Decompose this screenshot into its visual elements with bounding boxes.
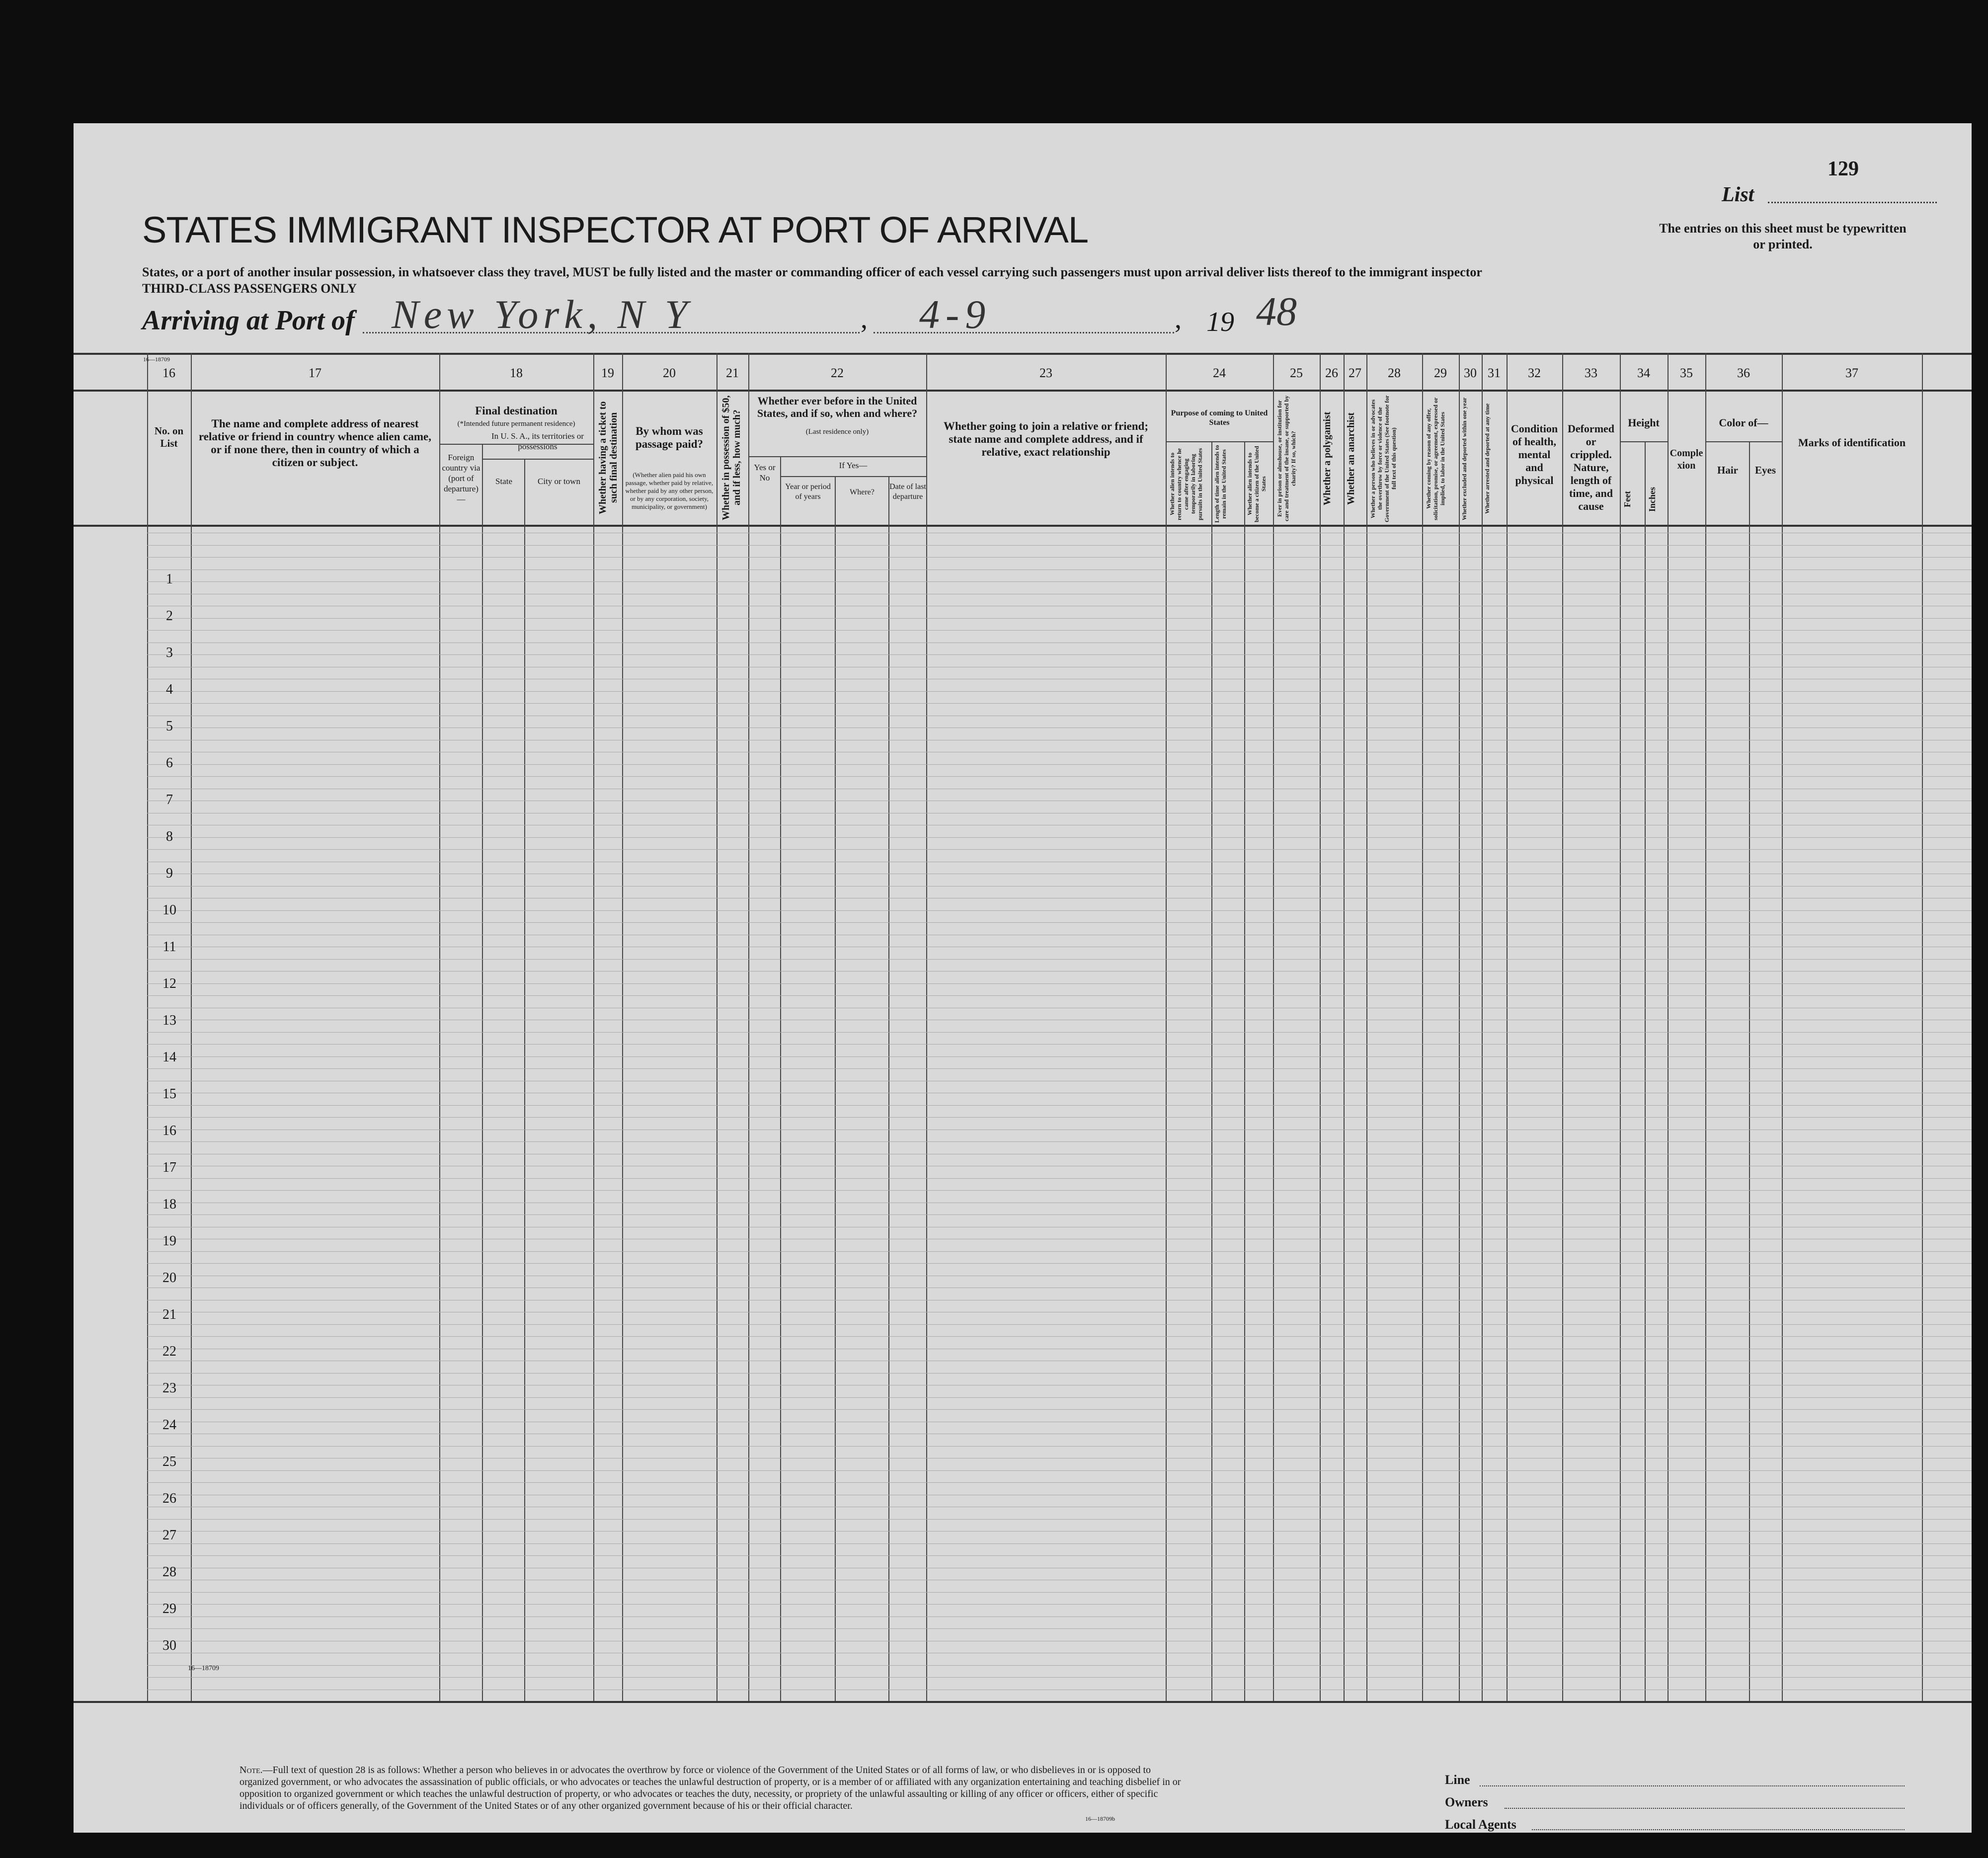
ruled-line	[147, 1543, 1972, 1544]
col-num-30: 30	[1464, 366, 1477, 380]
footnote-question-28	[239, 1764, 1184, 1812]
ruled-line	[147, 1397, 1972, 1398]
page-number: 129	[1828, 158, 1859, 180]
col-header-possession-50: Whether in possession of $50, and if less, how much?	[720, 395, 742, 520]
subtitle-class: THIRD-CLASS PASSENGERS ONLY	[142, 281, 357, 296]
local-agents-label: Local Agents	[1445, 1817, 1516, 1832]
col-header-marks: Marks of identification	[1798, 436, 1906, 449]
list-number-field[interactable]	[1768, 202, 1937, 203]
ruled-line	[147, 886, 1972, 887]
ruled-line	[147, 654, 1972, 655]
col-header-arrested: Whether arrested and deported at any time	[1484, 403, 1491, 514]
col-num-35: 35	[1680, 366, 1693, 380]
ruled-line	[147, 691, 1972, 692]
row-number: 29	[162, 1601, 176, 1616]
port-handwritten: New York, N Y	[392, 292, 693, 337]
header-bottom-rule	[74, 525, 1972, 527]
row-number: 8	[166, 829, 173, 844]
table-top-rule	[74, 353, 1972, 355]
ruled-line	[147, 1190, 1972, 1191]
col-header-final-destination: Final destination	[475, 404, 557, 417]
ruled-line	[147, 1482, 1972, 1483]
col-num-32: 32	[1528, 366, 1541, 380]
form-code: 16—18709	[188, 1665, 219, 1672]
ruled-line	[147, 1324, 1972, 1325]
col-header-polygamist: Whether a polygamist	[1322, 411, 1333, 506]
ruled-line	[147, 1677, 1972, 1678]
footer-top-rule	[74, 1701, 1972, 1703]
row-number: 6	[166, 755, 173, 771]
row-number: 24	[162, 1417, 176, 1433]
ruled-line	[147, 1117, 1972, 1118]
subtitle-instructions: States, or a port of another insular possession, in whatsoever class they travel, MUST be fully listed and the master or commanding officer of each vessel carrying such passengers must upon arrival deliver lists thereof to the immigrant inspector	[142, 265, 1482, 279]
col-num-21: 21	[726, 366, 739, 380]
local-agents-field[interactable]	[1532, 1829, 1905, 1830]
col-num-24: 24	[1213, 366, 1226, 380]
footnote-text: —Full text of question 28 is as follows: Whether a person who believes in or advocates the overthrow by force or violence of the Government of the United States or of all forms of law, or who disbelieves in or is opposed to organized government, or who advocates the assassination of public officials, or who advocates or teaches the unlawful destruction of property, or is a member of or affiliated with any organization entertaining and teaching disbelief in or opposition to organized government or which teaches the unlawful destruction of property, or who advocates or teaches the duty, necessity, or propriety of the unlawful assaulting or killing of any officer or officers, either of specific individuals or of officers generally, of the Government of the United States or of any other organized government because of his or their official character.	[239, 1765, 1181, 1811]
row-number: 14	[162, 1050, 176, 1065]
ruled-line	[147, 922, 1972, 923]
col-header-if-yes: If Yes—	[839, 461, 868, 470]
col-num-18: 18	[510, 366, 523, 380]
row-number: 23	[162, 1380, 176, 1396]
col-num-26: 26	[1325, 366, 1338, 380]
ruled-line	[147, 1214, 1972, 1215]
ruled-line	[147, 1470, 1972, 1471]
col-num-25: 25	[1290, 366, 1303, 380]
ruled-line	[147, 764, 1972, 765]
form-code: 16—18709	[143, 356, 170, 363]
year-prefix: 19	[1206, 307, 1234, 337]
col-header-inches: Inches	[1647, 487, 1657, 512]
ruled-line	[147, 557, 1972, 558]
col-num-37: 37	[1845, 366, 1858, 380]
row-number: 15	[162, 1086, 176, 1102]
col-subheader-last-residence: (Last residence only)	[805, 428, 869, 436]
entries-note: The entries on this sheet must be typewritten or printed.	[1659, 221, 1907, 251]
page-title: STATES IMMIGRANT INSPECTOR AT PORT OF ARRIVAL	[142, 209, 1089, 250]
list-label: List	[1722, 183, 1754, 206]
col-num-28: 28	[1388, 366, 1401, 380]
ruled-line	[147, 1409, 1972, 1410]
ruled-line	[147, 1105, 1972, 1106]
col-num-34: 34	[1637, 366, 1650, 380]
ruled-line	[147, 1555, 1972, 1556]
line-field[interactable]	[1480, 1785, 1905, 1786]
year-handwritten: 48	[1256, 289, 1297, 334]
col-subheader-passage-paid: (Whether alien paid his own passage, whether paid by relative, whether paid by any other person, or by any corporation, society, municipality, or government)	[625, 471, 714, 510]
col-header-purpose: Purpose of coming to United States	[1171, 409, 1268, 427]
ruled-line	[147, 959, 1972, 960]
row-number: 11	[162, 939, 176, 955]
ruled-line	[147, 849, 1972, 850]
col-header-state: State	[495, 477, 512, 486]
ruled-line	[147, 1141, 1972, 1142]
col-header-ever-before-us: Whether ever before in the United States, and if so, when and where?	[757, 395, 918, 419]
row-number: 18	[162, 1197, 176, 1212]
ruled-line	[147, 1068, 1972, 1069]
ruled-line	[147, 545, 1972, 546]
ruled-line	[147, 1665, 1972, 1666]
manifest-sheet	[74, 123, 1972, 1833]
col-header-deformed: Deformed or crippled. Nature, length of time, and cause	[1567, 422, 1615, 512]
row-number: 20	[162, 1270, 176, 1286]
col-header-overthrow: Whether a person who believes in or advocates the overthrow by force or violence of the Government of the United States (See footnote for full text of this question)	[1369, 395, 1397, 522]
col-header-color-of: Color of—	[1719, 416, 1768, 429]
ruled-line	[147, 1263, 1972, 1264]
col-header-hair: Hair	[1717, 464, 1738, 476]
col-header-date-last-departure: Date of last departure	[889, 483, 926, 501]
row-number: 22	[162, 1344, 176, 1359]
ruled-line	[147, 1519, 1972, 1520]
ruled-line	[147, 1032, 1972, 1033]
row-number: 25	[162, 1454, 176, 1469]
col-header-foreign-country: Foreign country via (port of departure)—	[442, 453, 480, 504]
row-number: 13	[162, 1013, 176, 1028]
ruled-line	[147, 703, 1972, 704]
col-header-offer: Whether coming by reason of any offer, solicitation, promise, or agreement, expressed or implied, to labor in the United States	[1425, 397, 1446, 520]
ruled-line	[147, 618, 1972, 619]
row-number: 28	[162, 1564, 176, 1580]
row-number: 5	[166, 719, 173, 734]
row-number: 7	[166, 792, 173, 808]
col-header-complexion: Complexion	[1670, 448, 1703, 471]
manifest-table	[74, 353, 1972, 1701]
col-header-prison: Ever in prison or almshouse, or institution for care and treatment of the insane, or supported by charity? If so, which?	[1276, 396, 1297, 522]
ruled-line	[147, 1251, 1972, 1252]
row-number: 27	[162, 1528, 176, 1543]
row-number: 19	[162, 1233, 176, 1249]
line-label: Line	[1445, 1773, 1470, 1787]
col-num-29: 29	[1434, 366, 1447, 380]
col-num-17: 17	[309, 366, 321, 380]
col-header-yes-or-no: Yes or No	[754, 463, 776, 483]
col-header-eyes: Eyes	[1755, 464, 1776, 476]
col-header-nearest-relative: The name and complete address of nearest relative or friend in country whence alien came, or if none there, then in country of which a citizen or subject.	[198, 417, 431, 469]
col-header-city-or-town: City or town	[538, 477, 580, 486]
col-num-23: 23	[1039, 366, 1052, 380]
row-number: 17	[162, 1160, 176, 1175]
separator-comma: ,	[861, 304, 868, 334]
col-header-excluded: Whether excluded and deported within one year	[1461, 397, 1468, 520]
ruled-line	[147, 1336, 1972, 1337]
col-num-31: 31	[1488, 366, 1501, 380]
column-number-rule	[74, 390, 1972, 392]
ruled-line	[147, 1044, 1972, 1045]
col-num-22: 22	[831, 366, 844, 380]
col-num-19: 19	[601, 366, 614, 380]
col-header-ticket: Whether having a ticket to such final destination	[597, 401, 619, 514]
col-header-where: Where?	[850, 488, 875, 496]
ruled-line	[147, 727, 1972, 728]
ruled-line	[147, 1056, 1972, 1057]
row-number: 12	[162, 976, 176, 991]
col-num-33: 33	[1585, 366, 1597, 380]
col-header-purpose-citizen: Whether alien intends to become a citizen of the United States	[1246, 446, 1267, 522]
ruled-line	[147, 1178, 1972, 1179]
ruled-line	[147, 1592, 1972, 1593]
col-header-health: Condition of health, mental and physical	[1511, 422, 1558, 486]
col-header-in-usa: In U. S. A., its territories or possessions	[491, 431, 584, 451]
col-header-anarchist: Whether an anarchist	[1346, 412, 1356, 505]
row-number: 4	[166, 682, 173, 697]
ruled-line	[147, 837, 1972, 838]
col-header-no-on-list: No. on List	[154, 425, 184, 449]
ruled-line	[147, 1446, 1972, 1447]
ruled-line	[147, 1531, 1972, 1532]
ruled-line	[147, 569, 1972, 570]
row-number: 26	[162, 1491, 176, 1506]
separator-comma: ,	[1175, 304, 1182, 334]
col-header-year-period: Year or period of years	[785, 483, 831, 501]
row-number: 16	[162, 1123, 176, 1138]
ruled-line	[147, 776, 1972, 777]
col-header-feet: Feet	[1622, 491, 1632, 508]
row-number: 10	[162, 902, 176, 918]
owners-label: Owners	[1445, 1795, 1488, 1809]
ruled-line	[147, 910, 1972, 911]
ruled-line	[147, 630, 1972, 631]
ruled-line	[147, 1616, 1972, 1617]
row-number: 2	[166, 608, 173, 624]
col-header-join-relative: Whether going to join a relative or friend; state name and complete address, and if relative, exact relationship	[943, 420, 1149, 458]
col-header-purpose-return: Whether alien intends to return to country whence he came after engaging temporarily in laboring pursuits in the United States	[1169, 448, 1203, 520]
row-number: 1	[166, 571, 173, 587]
col-header-height: Height	[1628, 416, 1660, 429]
ruled-line	[147, 983, 1972, 984]
col-num-20: 20	[663, 366, 676, 380]
row-number: 30	[162, 1638, 176, 1653]
col-num-36: 36	[1737, 366, 1750, 380]
ruled-line	[147, 1628, 1972, 1629]
row-number: 9	[166, 866, 173, 881]
owners-field[interactable]	[1505, 1808, 1905, 1809]
col-header-purpose-length: Length of time alien intends to remain in the United States	[1213, 445, 1227, 523]
col-header-passage-paid: By whom was passage paid?	[635, 425, 704, 450]
ruled-line	[147, 995, 1972, 996]
footnote-label: Note.	[239, 1765, 263, 1776]
footer	[74, 1701, 1972, 1833]
ruled-line	[147, 1604, 1972, 1605]
row-number: 3	[166, 645, 173, 660]
col-num-27: 27	[1349, 366, 1361, 380]
row-number: 21	[162, 1307, 176, 1322]
form-code-b: 16—18709b	[1085, 1815, 1115, 1822]
col-num-16: 16	[162, 366, 175, 380]
date-handwritten: 4-9	[919, 292, 992, 337]
arriving-label: Arriving at Port of	[142, 305, 355, 336]
date-field[interactable]	[874, 332, 1174, 333]
ruled-line	[147, 581, 1972, 582]
col-subheader-final-destination: (*Intended future permanent residence)	[457, 420, 575, 428]
